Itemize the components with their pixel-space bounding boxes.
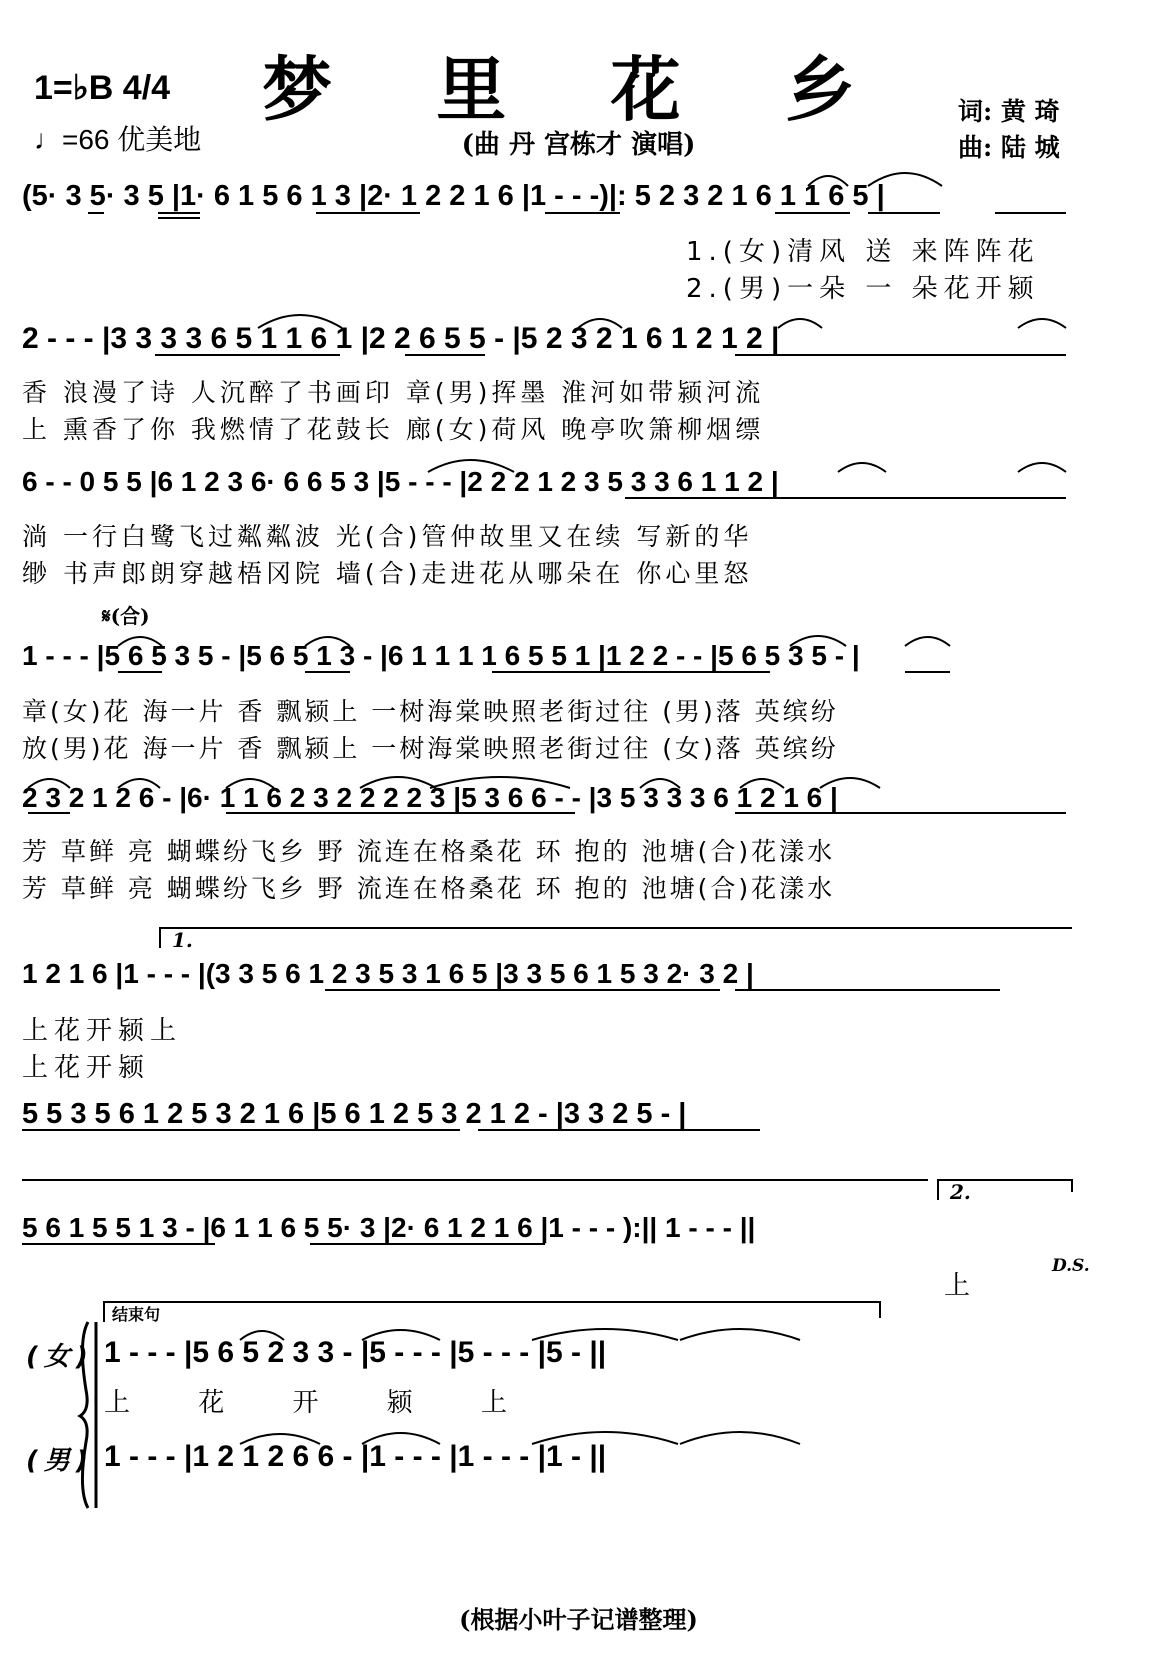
tempo-marking: ♩=66 优美地: [34, 124, 202, 155]
ending-voice-male: (男): [26, 1446, 94, 1476]
ending-notes-female: 1 - - - |5 6 5 2 3 3 - |5 - - - |5 - - - |5 - ||: [104, 1336, 607, 1369]
score-line-7: 5 5 3 5 6 1 2 5 3 2 1 6 |5 6 1 2 5 3 2 1 2 - |3 3 2 5 - |: [22, 1098, 687, 1130]
lyric-line-6-verse-1: 上花开颍上: [22, 1016, 183, 1046]
transcription-note: (根据小叶子记谱整理): [459, 1605, 698, 1634]
score-line-3: 6 - - 0 5 5 |6 1 2 3 6· 6 6 5 3 |5 - - - |2 2 2 1 2 3 5 3 3 6 1 1 2 |: [22, 466, 779, 497]
lyric-line-2-verse-2: 上 熏香了你 我燃情了花鼓长 廊(女)荷风 晚亭吹箫柳烟缥: [22, 415, 765, 444]
key-signature: 1=♭B 4/4: [34, 69, 171, 107]
segno-mark: 𝄋(合): [102, 604, 150, 628]
ending-voice-female: (女): [26, 1342, 94, 1372]
composer-credit: 曲: 陆 城: [958, 133, 1060, 162]
lyric-line-4-verse-2: 放(男)花 海一片 香 飘颍上 一树海棠映照老街过往 (女)落 英缤纷: [22, 734, 839, 763]
lyric-line-2-verse-1: 香 浪漫了诗 人沉醉了书画印 章(男)挥墨 淮河如带颍河流: [22, 378, 765, 407]
volta-1-label: 1.: [172, 928, 193, 952]
ending-lyric-female: 上 花 开 颍 上: [104, 1388, 538, 1418]
lyric-line-6-verse-2: 上花开颍: [22, 1053, 151, 1083]
lyric-line-3-verse-2: 缈 书声郎朗穿越梧冈院 墙(合)走进花从哪朵在 你心里怒: [22, 559, 753, 588]
ending-notes-male: 1 - - - |1 2 1 2 6 6 - |1 - - - |1 - - - |1 - ||: [104, 1440, 607, 1473]
score-line-1: (5· 3 5· 3 5 |1· 6 1 5 6 1 3 |2· 1 2 2 1 6 |1 - - -)|: 5 2 3 2 1 6 1 1 6 5 |: [22, 180, 885, 212]
lyric-line-4-verse-1: 章(女)花 海一片 香 飘颍上 一树海棠映照老街过往 (男)落 英缤纷: [22, 697, 839, 726]
lyricist-credit: 词: 黄 琦: [958, 97, 1060, 126]
ending-label: 结束句: [112, 1305, 161, 1324]
performers: (曲 丹 宫栋才 演唱): [461, 130, 696, 160]
volta-2-label: 2.: [950, 1180, 971, 1204]
song-title: 梦 里 花 乡: [261, 48, 896, 131]
lyric-line-1-verse-2: 2.(男)一朵 一 朵花开颍: [686, 274, 1040, 304]
lyric-line-1-verse-1: 1.(女)清风 送 来阵阵花: [686, 237, 1040, 267]
ds-mark: D.S.: [1052, 1256, 1090, 1276]
score-line-2: 2 - - - |3 3 3 3 6 5 1 1 6 1 |2 2 6 5 5 - |5 2 3 2 1 6 1 2 1 2 |: [22, 322, 780, 355]
score-line-6: 1 2 1 6 |1 - - - |(3 3 5 6 1 2 3 5 3 1 6 5 |3 3 5 6 1 5 3 2· 3 2 |: [22, 958, 754, 989]
lyric-line-8: 上: [944, 1271, 977, 1301]
lyric-line-5-verse-1: 芳 草鲜 亮 蝴蝶纷飞乡 野 流连在格桑花 环 抱的 池塘(合)花漾水: [22, 837, 836, 866]
score-line-4: 1 - - - |5 6 5 3 5 - |5 6 5 1 3 - |6 1 1 1 1 6 5 5 1 |1 2 2 - - |5 6 5 3 5 - |: [22, 640, 860, 671]
score-line-5: 2 3 2 1 2 6 - |6· 1 1 6 2 3 2 2 2 2 3 |5 3 6 6 - - |3 5 3 3 3 6 1 2 1 6 |: [22, 782, 838, 813]
score-line-8: 5 6 1 5 5 1 3 - |6 1 1 6 5 5· 3 |2· 6 1 2 1 6 |1 - - - ):|| 1 - - - ||: [22, 1212, 756, 1243]
lyric-line-5-verse-2: 芳 草鲜 亮 蝴蝶纷飞乡 野 流连在格桑花 环 抱的 池塘(合)花漾水: [22, 874, 836, 903]
lyric-line-3-verse-1: 淌 一行白鹭飞过粼粼波 光(合)管仲故里又在续 写新的华: [22, 522, 753, 551]
